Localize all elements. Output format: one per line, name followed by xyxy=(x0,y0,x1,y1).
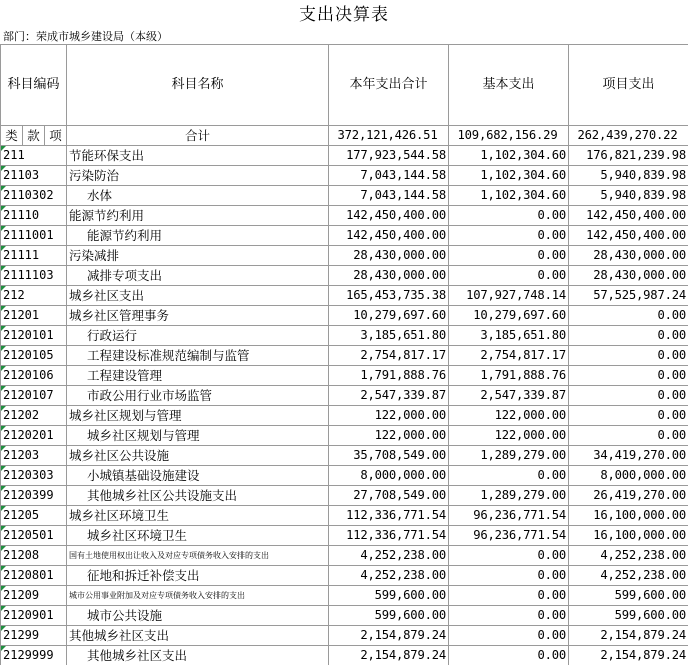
cell-name[interactable]: 能源节约利用 xyxy=(67,206,329,226)
total-project[interactable]: 262,439,270.22 xyxy=(569,126,688,146)
cell-project[interactable]: 599,600.00 xyxy=(569,586,688,606)
level-kuan: 款 xyxy=(23,126,45,145)
cell-basic[interactable]: 1,289,279.00 xyxy=(449,446,569,466)
cell-project[interactable]: 57,525,987.24 xyxy=(569,286,688,306)
cell-code[interactable]: 2120105 xyxy=(1,346,67,366)
cell-basic[interactable]: 3,185,651.80 xyxy=(449,326,569,346)
cell-project[interactable]: 28,430,000.00 xyxy=(569,246,688,266)
table-row xyxy=(1,286,688,306)
cell-total[interactable]: 27,708,549.00 xyxy=(329,486,449,506)
cell-total[interactable]: 4,252,238.00 xyxy=(329,566,449,586)
cell-project[interactable]: 0.00 xyxy=(569,386,688,406)
level-lei: 类 xyxy=(1,126,23,145)
cell-name[interactable]: 污染防治 xyxy=(67,166,329,186)
page-title: 支出决算表 xyxy=(299,5,389,25)
cell-total[interactable]: 8,000,000.00 xyxy=(329,466,449,486)
cell-basic[interactable]: 96,236,771.54 xyxy=(449,526,569,546)
cell-marker-icon xyxy=(1,366,6,371)
cell-total[interactable]: 35,708,549.00 xyxy=(329,446,449,466)
cell-name[interactable]: 城乡社区规划与管理 xyxy=(67,426,329,446)
total-row xyxy=(1,126,688,146)
table-row xyxy=(1,586,688,606)
category-levels-cell[interactable] xyxy=(1,126,67,146)
cell-name[interactable]: 污染减排 xyxy=(67,246,329,266)
cell-marker-icon xyxy=(1,646,6,651)
cell-total[interactable]: 4,252,238.00 xyxy=(329,546,449,566)
cell-basic[interactable]: 1,289,279.00 xyxy=(449,486,569,506)
cell-project[interactable]: 142,450,400.00 xyxy=(569,206,688,226)
cell-project[interactable]: 5,940,839.98 xyxy=(569,166,688,186)
header-code[interactable]: 科目编码 xyxy=(1,45,67,126)
cell-project[interactable]: 16,100,000.00 xyxy=(569,506,688,526)
cell-marker-icon xyxy=(1,206,6,211)
cell-name[interactable]: 城乡社区管理事务 xyxy=(67,306,329,326)
cell-code[interactable]: 211 xyxy=(1,146,67,166)
cell-marker-icon xyxy=(1,326,6,331)
cell-total[interactable]: 599,600.00 xyxy=(329,586,449,606)
cell-basic[interactable]: 10,279,697.60 xyxy=(449,306,569,326)
cell-basic[interactable]: 0.00 xyxy=(449,206,569,226)
cell-project[interactable]: 26,419,270.00 xyxy=(569,486,688,506)
cell-marker-icon xyxy=(1,306,6,311)
cell-basic[interactable]: 0.00 xyxy=(449,266,569,286)
cell-total[interactable]: 2,154,879.24 xyxy=(329,626,449,646)
cell-total[interactable]: 599,600.00 xyxy=(329,606,449,626)
table-row xyxy=(1,326,688,346)
table-row xyxy=(1,246,688,266)
cell-code[interactable]: 2111103 xyxy=(1,266,67,286)
cell-project[interactable]: 0.00 xyxy=(569,326,688,346)
cell-code[interactable]: 2120101 xyxy=(1,326,67,346)
table-row xyxy=(1,506,688,526)
header-project[interactable]: 项目支出 xyxy=(569,45,688,126)
cell-name[interactable]: 城市公用事业附加及对应专项债务收入安排的支出 xyxy=(67,586,329,606)
table-row xyxy=(1,626,688,646)
cell-marker-icon xyxy=(1,426,6,431)
header-row xyxy=(1,45,688,126)
table-row xyxy=(1,646,688,665)
department-label: 部门：荣成市城乡建设局（本级） xyxy=(3,30,168,43)
cell-name[interactable]: 节能环保支出 xyxy=(67,146,329,166)
cell-name[interactable]: 工程建设管理 xyxy=(67,366,329,386)
cell-name[interactable]: 其他城乡社区支出 xyxy=(67,646,329,665)
table-row xyxy=(1,526,688,546)
cell-marker-icon xyxy=(1,486,6,491)
cell-project[interactable]: 8,000,000.00 xyxy=(569,466,688,486)
cell-name[interactable]: 减排专项支出 xyxy=(67,266,329,286)
cell-basic[interactable]: 107,927,748.14 xyxy=(449,286,569,306)
total-label[interactable]: 合计 xyxy=(67,126,329,146)
cell-total[interactable]: 142,450,400.00 xyxy=(329,206,449,226)
cell-total[interactable]: 112,336,771.54 xyxy=(329,506,449,526)
table-row xyxy=(1,146,688,166)
cell-name[interactable]: 城乡社区环境卫生 xyxy=(67,506,329,526)
cell-name[interactable]: 其他城乡社区支出 xyxy=(67,626,329,646)
cell-marker-icon xyxy=(1,506,6,511)
cell-total[interactable]: 165,453,735.38 xyxy=(329,286,449,306)
cell-code[interactable]: 2120106 xyxy=(1,366,67,386)
cell-marker-icon xyxy=(1,386,6,391)
cell-project[interactable]: 0.00 xyxy=(569,406,688,426)
cell-total[interactable]: 177,923,544.58 xyxy=(329,146,449,166)
cell-marker-icon xyxy=(1,546,6,551)
cell-basic[interactable]: 0.00 xyxy=(449,466,569,486)
total-sum[interactable]: 372,121,426.51 xyxy=(329,126,449,146)
cell-project[interactable]: 0.00 xyxy=(569,306,688,326)
cell-project[interactable]: 4,252,238.00 xyxy=(569,566,688,586)
table-row xyxy=(1,466,688,486)
cell-project[interactable]: 0.00 xyxy=(569,426,688,446)
cell-basic[interactable]: 1,791,888.76 xyxy=(449,366,569,386)
table-row xyxy=(1,226,688,246)
cell-basic[interactable]: 122,000.00 xyxy=(449,426,569,446)
cell-total[interactable]: 112,336,771.54 xyxy=(329,526,449,546)
table-row xyxy=(1,186,688,206)
cell-total[interactable]: 10,279,697.60 xyxy=(329,306,449,326)
cell-name[interactable]: 城乡社区支出 xyxy=(67,286,329,306)
cell-name[interactable]: 其他城乡社区公共设施支出 xyxy=(67,486,329,506)
cell-marker-icon xyxy=(1,226,6,231)
cell-marker-icon xyxy=(1,146,6,151)
cell-basic[interactable]: 0.00 xyxy=(449,546,569,566)
cell-marker-icon xyxy=(1,186,6,191)
cell-project[interactable]: 2,154,879.24 xyxy=(569,646,688,665)
cell-basic[interactable]: 96,236,771.54 xyxy=(449,506,569,526)
cell-marker-icon xyxy=(1,286,6,291)
table-row xyxy=(1,606,688,626)
cell-marker-icon xyxy=(1,566,6,571)
cell-code[interactable]: 2110302 xyxy=(1,186,67,206)
table-row xyxy=(1,446,688,466)
cell-name[interactable]: 城乡社区规划与管理 xyxy=(67,406,329,426)
cell-project[interactable]: 0.00 xyxy=(569,346,688,366)
cell-name[interactable]: 城市公共设施 xyxy=(67,606,329,626)
cell-marker-icon xyxy=(1,266,6,271)
cell-total[interactable]: 122,000.00 xyxy=(329,426,449,446)
table-row xyxy=(1,426,688,446)
table-row xyxy=(1,266,688,286)
cell-project[interactable]: 2,154,879.24 xyxy=(569,626,688,646)
cell-name[interactable]: 市政公用行业市场监管 xyxy=(67,386,329,406)
header-name[interactable]: 科目名称 xyxy=(67,45,329,126)
cell-total[interactable]: 142,450,400.00 xyxy=(329,226,449,246)
cell-name[interactable]: 国有土地使用权出让收入及对应专项债务收入安排的支出 xyxy=(67,546,329,566)
cell-name[interactable]: 能源节约利用 xyxy=(67,226,329,246)
cell-project[interactable]: 16,100,000.00 xyxy=(569,526,688,546)
cell-total[interactable]: 28,430,000.00 xyxy=(329,246,449,266)
cell-code[interactable]: 21209 xyxy=(1,586,67,606)
cell-total[interactable]: 7,043,144.58 xyxy=(329,186,449,206)
total-basic[interactable]: 109,682,156.29 xyxy=(449,126,569,146)
cell-name[interactable]: 城乡社区环境卫生 xyxy=(67,526,329,546)
table-row xyxy=(1,346,688,366)
cell-code[interactable]: 21111 xyxy=(1,246,67,266)
cell-marker-icon xyxy=(1,466,6,471)
cell-code[interactable]: 21203 xyxy=(1,446,67,466)
cell-total[interactable]: 2,547,339.87 xyxy=(329,386,449,406)
cell-marker-icon xyxy=(1,166,6,171)
cell-code[interactable]: 2120201 xyxy=(1,426,67,446)
table-row xyxy=(1,166,688,186)
table-row xyxy=(1,206,688,226)
cell-project[interactable]: 0.00 xyxy=(569,366,688,386)
table-row xyxy=(1,366,688,386)
cell-total[interactable]: 28,430,000.00 xyxy=(329,266,449,286)
cell-basic[interactable]: 0.00 xyxy=(449,586,569,606)
cell-basic[interactable]: 0.00 xyxy=(449,566,569,586)
cell-code[interactable]: 2129999 xyxy=(1,646,67,665)
cell-basic[interactable]: 2,547,339.87 xyxy=(449,386,569,406)
cell-basic[interactable]: 0.00 xyxy=(449,646,569,665)
cell-code[interactable]: 21110 xyxy=(1,206,67,226)
cell-total[interactable]: 1,791,888.76 xyxy=(329,366,449,386)
header-basic[interactable]: 基本支出 xyxy=(449,45,569,126)
cell-code[interactable]: 2120901 xyxy=(1,606,67,626)
cell-marker-icon xyxy=(1,346,6,351)
header-total[interactable]: 本年支出合计 xyxy=(329,45,449,126)
cell-name[interactable]: 水体 xyxy=(67,186,329,206)
cell-marker-icon xyxy=(1,526,6,531)
cell-marker-icon xyxy=(1,446,6,451)
cell-basic[interactable]: 1,102,304.60 xyxy=(449,186,569,206)
cell-basic[interactable]: 1,102,304.60 xyxy=(449,166,569,186)
cell-basic[interactable]: 0.00 xyxy=(449,246,569,266)
cell-project[interactable]: 28,430,000.00 xyxy=(569,266,688,286)
cell-basic[interactable]: 2,754,817.17 xyxy=(449,346,569,366)
cell-project[interactable]: 4,252,238.00 xyxy=(569,546,688,566)
cell-basic[interactable]: 122,000.00 xyxy=(449,406,569,426)
cell-code[interactable]: 2120501 xyxy=(1,526,67,546)
cell-code[interactable]: 2120399 xyxy=(1,486,67,506)
cell-code[interactable]: 212 xyxy=(1,286,67,306)
cell-code[interactable]: 2120107 xyxy=(1,386,67,406)
level-xiang: 项 xyxy=(49,128,62,143)
cell-total[interactable]: 2,154,879.24 xyxy=(329,646,449,665)
cell-marker-icon xyxy=(1,626,6,631)
cell-basic[interactable]: 1,102,304.60 xyxy=(449,146,569,166)
table-row xyxy=(1,546,688,566)
table-row xyxy=(1,386,688,406)
cell-total[interactable]: 2,754,817.17 xyxy=(329,346,449,366)
cell-code[interactable]: 2120303 xyxy=(1,466,67,486)
cell-marker-icon xyxy=(1,406,6,411)
cell-code[interactable]: 21201 xyxy=(1,306,67,326)
cell-basic[interactable]: 0.00 xyxy=(449,626,569,646)
cell-marker-icon xyxy=(1,606,6,611)
cell-basic[interactable]: 0.00 xyxy=(449,606,569,626)
cell-name[interactable]: 城乡社区公共设施 xyxy=(67,446,329,466)
cell-name[interactable]: 行政运行 xyxy=(67,326,329,346)
cell-marker-icon xyxy=(1,246,6,251)
cell-project[interactable]: 5,940,839.98 xyxy=(569,186,688,206)
cell-code[interactable]: 21299 xyxy=(1,626,67,646)
table-row xyxy=(1,306,688,326)
cell-name[interactable]: 工程建设标准规范编制与监管 xyxy=(67,346,329,366)
cell-project[interactable]: 599,600.00 xyxy=(569,606,688,626)
table-row xyxy=(1,566,688,586)
cell-code[interactable]: 21205 xyxy=(1,506,67,526)
cell-total[interactable]: 122,000.00 xyxy=(329,406,449,426)
cell-project[interactable]: 176,821,239.98 xyxy=(569,146,688,166)
cell-total[interactable]: 3,185,651.80 xyxy=(329,326,449,346)
cell-code[interactable]: 2111001 xyxy=(1,226,67,246)
table-row xyxy=(1,406,688,426)
cell-code[interactable]: 2120801 xyxy=(1,566,67,586)
cell-project[interactable]: 142,450,400.00 xyxy=(569,226,688,246)
cell-code[interactable]: 21103 xyxy=(1,166,67,186)
expenditure-table xyxy=(0,44,688,665)
cell-marker-icon xyxy=(1,586,6,591)
cell-code[interactable]: 21202 xyxy=(1,406,67,426)
cell-basic[interactable]: 0.00 xyxy=(449,226,569,246)
cell-project[interactable]: 34,419,270.00 xyxy=(569,446,688,466)
cell-code[interactable]: 21208 xyxy=(1,546,67,566)
table-row xyxy=(1,486,688,506)
cell-name[interactable]: 征地和拆迁补偿支出 xyxy=(67,566,329,586)
cell-total[interactable]: 7,043,144.58 xyxy=(329,166,449,186)
cell-name[interactable]: 小城镇基础设施建设 xyxy=(67,466,329,486)
